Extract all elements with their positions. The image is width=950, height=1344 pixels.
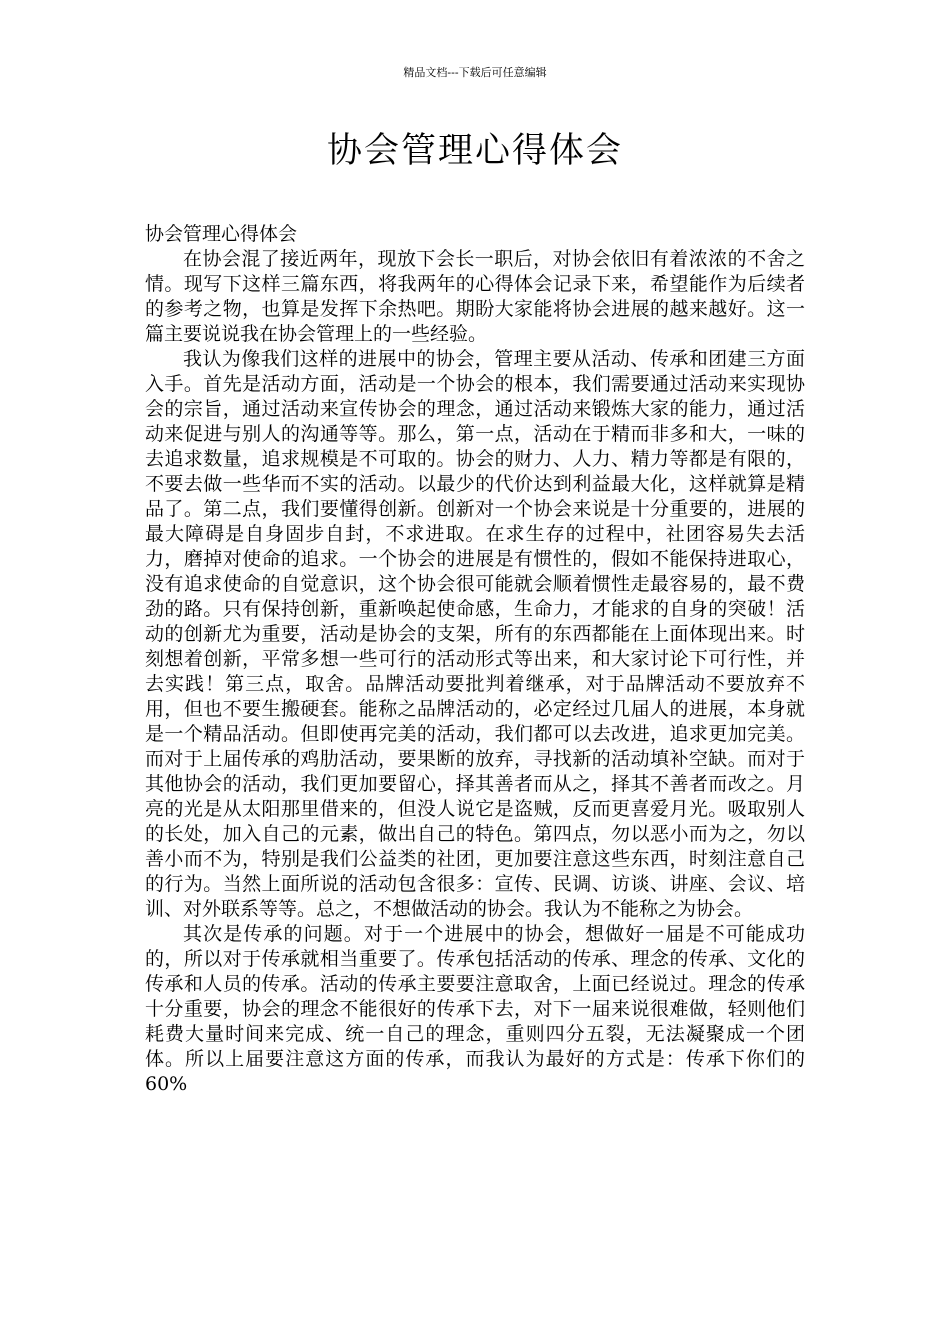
paragraph-intro: 在协会混了接近两年，现放下会长一职后，对协会依旧有着浓浓的不舍之情。现写下这样三篇东西，将我两年的心得体会记录下来，希望能作为后续者的参考之物，也算是发挥下余热吧。期盼大家能将协会进展的越来越好。这一篇主要说说我在协会管理上的一些经验。	[145, 248, 805, 345]
paragraph-inheritance: 其次是传承的问题。对于一个进展中的协会，想做好一届是不可能成功的，所以对于传承就相当重要了。传承包括活动的传承、理念的传承、文化的传承和人员的传承。活动的传承主要要注意取舍，上面已经说过。理念的传承十分重要，协会的理念不能很好的传承下去，对下一届来说很难做，轻则他们耗费大量时间来完成、统一自己的理念，重则四分五裂，无法凝聚成一个团体。所以上届要注意这方面的传承，而我认为最好的方式是：传承下你们的60%	[145, 923, 805, 1095]
document-title: 协会管理心得体会	[326, 131, 623, 171]
paragraph-activities: 我认为像我们这样的进展中的协会，管理主要从活动、传承和团建三方面入手。首先是活动方面，活动是一个协会的根本，我们需要通过活动来实现协会的宗旨，通过活动来宣传协会的理念，通过活动来锻炼大家的能力，通过活动来促进与别人的沟通等等。那么，第一点，活动在于精而非多和大，一味的去追求数量，追求规模是不可取的。协会的财力、人力、精力等都是有限的，不要去做一些华而不实的活动。以最少的代价达到利益最大化，这样就算是精品了。第二点，我们要懂得创新。创新对一个协会来说是十分重要的，进展的最大障碍是自身固步自封，不求进取。在求生存的过程中，社团容易失去活力，磨掉对使命的追求。一个协会的进展是有惯性的，假如不能保持进取心，没有追求使命的自觉意识，这个协会很可能就会顺着惯性走最容易的，最不费劲的路。只有保持创新，重新唤起使命感，生命力，才能求的自身的突破！活动的创新尤为重要，活动是协会的支架，所有的东西都能在上面体现出来。时刻想着创新，平常多想一些可行的活动形式等出来，和大家讨论下可行性，并去实践！第三点，取舍。品牌活动要批判着继承，对于品牌活动不要放弃不用，但也不要生搬硬套。能称之品牌活动的，必定经过几届人的进展，本身就是一个精品活动。但即使再完美的活动，我们都可以去改进，追求更加完美。而对于上届传承的鸡肋活动，要果断的放弃，寻找新的活动填补空缺。而对于其他协会的活动，我们更加要留心，择其善者而从之，择其不善者而改之。月亮的光是从太阳那里借来的，但没人说它是盗贼，反而更喜爱月光。吸取别人的长处，加入自己的元素，做出自己的特色。第四点，勿以恶小而为之，勿以善小而不为，特别是我们公益类的社团，更加要注意这些东西，时刻注意自己的行为。当然上面所说的活动包含很多：宣传、民调、访谈、讲座、会议、培训、对外联系等等。总之，不想做活动的协会。我认为不能称之为协会。	[145, 348, 805, 920]
document-body	[145, 222, 805, 1097]
document-subtitle: 协会管理心得体会	[145, 223, 298, 245]
page-header-note: 精品文档---下载后可任意编辑	[403, 66, 547, 79]
